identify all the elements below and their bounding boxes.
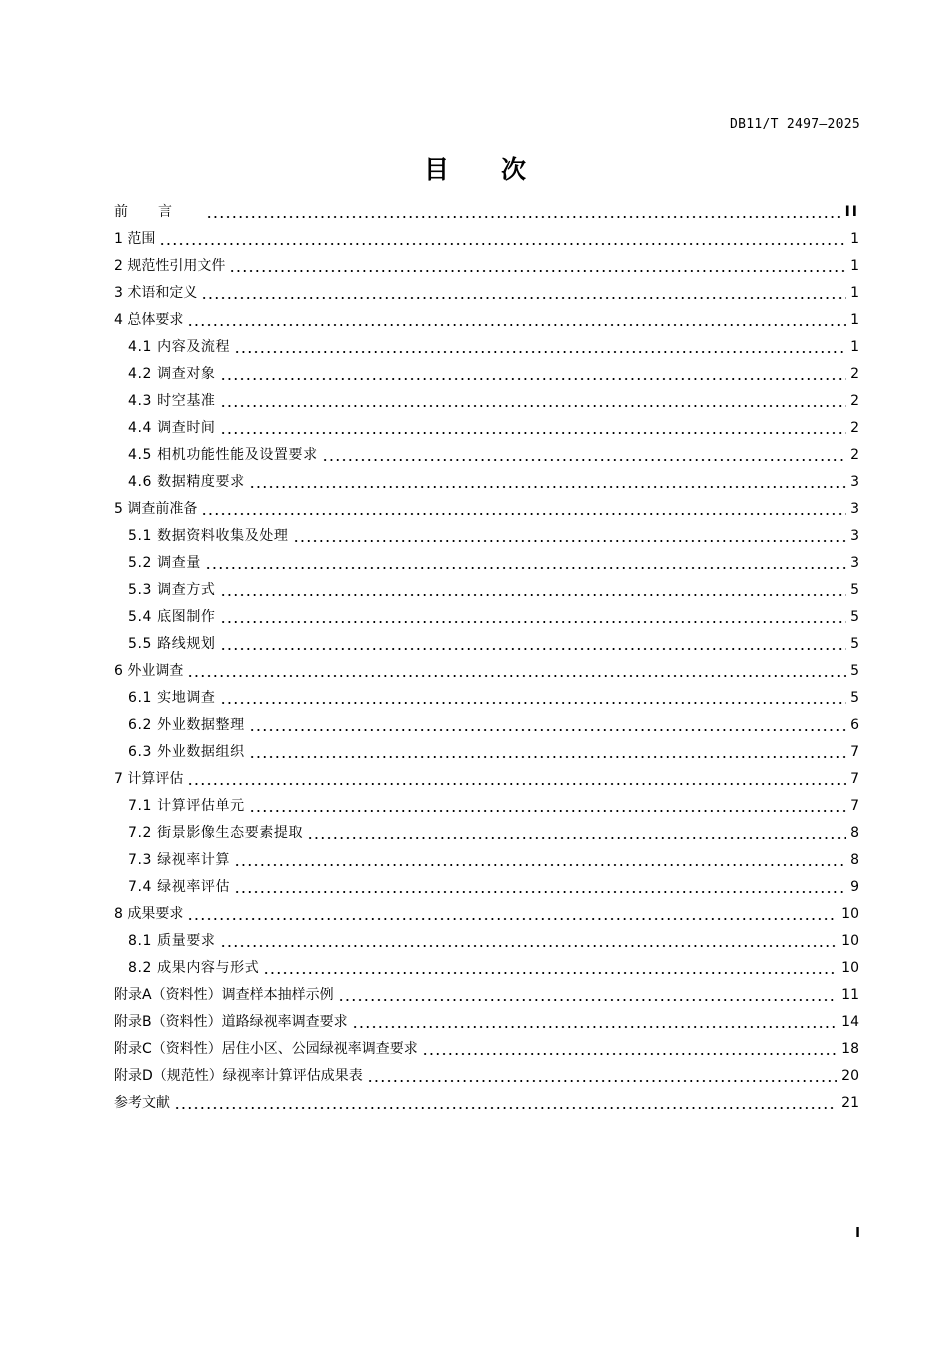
toc-entry[interactable] <box>114 550 859 577</box>
toc-entry-label: 5.1 数据资料收集及处理 <box>128 528 289 544</box>
toc-leader-dots <box>201 297 846 299</box>
toc-entry[interactable] <box>114 982 859 1009</box>
toc-leader-dots <box>234 864 846 866</box>
toc-entry[interactable] <box>114 766 859 793</box>
toc-entry-page: 5 <box>850 663 859 679</box>
toc-entry-label: 附录B（资料性）道路绿视率调查要求 <box>114 1014 348 1030</box>
toc-entry-label: 4.5 相机功能性能及设置要求 <box>128 447 318 463</box>
toc-entry-page: 9 <box>850 879 859 895</box>
toc-entry-label: 7.2 街景影像生态要素提取 <box>128 825 304 841</box>
toc-entry-label: 7.3 绿视率计算 <box>128 852 231 868</box>
toc-entry-page: 18 <box>841 1041 859 1057</box>
toc-leader-dots <box>220 405 847 407</box>
toc-entry-page: 1 <box>850 285 859 301</box>
toc-entry[interactable] <box>114 469 859 496</box>
toc-entry-label: 4.2 调查对象 <box>128 366 216 382</box>
toc-entry-label: 8.2 成果内容与形式 <box>128 960 260 976</box>
toc-leader-dots <box>159 243 846 245</box>
toc-entry-page: 5 <box>850 609 859 625</box>
toc-entry[interactable] <box>114 712 859 739</box>
toc-leader-dots <box>220 945 838 947</box>
toc-entry[interactable] <box>114 658 859 685</box>
toc-leader-dots <box>249 756 846 758</box>
toc-leader-dots <box>338 999 838 1001</box>
toc-entry-label: 1 范围 <box>114 231 156 247</box>
toc-entry-page: 10 <box>841 960 859 976</box>
toc-entry-page: 7 <box>850 744 859 760</box>
toc-entry[interactable] <box>114 604 859 631</box>
toc-leader-dots <box>322 459 846 461</box>
table-of-contents <box>114 199 859 1117</box>
toc-entry-page: 5 <box>850 582 859 598</box>
toc-entry-page: 8 <box>850 825 859 841</box>
toc-entry-page: 8 <box>850 852 859 868</box>
toc-entry-page: 2 <box>850 420 859 436</box>
toc-entry-label: 前言 <box>114 204 202 220</box>
toc-leader-dots <box>352 1026 838 1028</box>
toc-entry-label: 6.1 实地调查 <box>128 690 216 706</box>
toc-entry[interactable] <box>114 334 859 361</box>
toc-entry-label: 6.2 外业数据整理 <box>128 717 245 733</box>
toc-leader-dots <box>249 729 846 731</box>
toc-leader-dots <box>206 216 841 218</box>
toc-entry[interactable] <box>114 415 859 442</box>
toc-entry-page: 1 <box>850 231 859 247</box>
toc-entry[interactable] <box>114 1036 859 1063</box>
toc-leader-dots <box>187 783 846 785</box>
toc-entry-page: 10 <box>841 906 859 922</box>
toc-entry-label: 4.3 时空基准 <box>128 393 216 409</box>
document-code: DB11/T 2497—2025 <box>729 117 860 132</box>
page-title <box>0 150 950 186</box>
toc-entry[interactable] <box>114 253 859 280</box>
toc-entry-label: 5.4 底图制作 <box>128 609 216 625</box>
toc-entry[interactable] <box>114 739 859 766</box>
toc-leader-dots <box>220 432 847 434</box>
toc-entry-page: 1 <box>850 339 859 355</box>
toc-entry[interactable] <box>114 496 859 523</box>
toc-leader-dots <box>249 810 846 812</box>
toc-entry-label: 4.6 数据精度要求 <box>128 474 245 490</box>
toc-entry[interactable] <box>114 820 859 847</box>
page-number: I <box>855 1226 860 1241</box>
toc-entry-page: 14 <box>841 1014 859 1030</box>
toc-entry-label: 5.5 路线规划 <box>128 636 216 652</box>
toc-entry-page: 6 <box>850 717 859 733</box>
toc-entry-label: 5.2 调查量 <box>128 555 201 571</box>
toc-entry-label: 附录D（规范性）绿视率计算评估成果表 <box>114 1068 363 1084</box>
toc-entry-page: 3 <box>850 528 859 544</box>
toc-leader-dots <box>187 324 846 326</box>
toc-entry[interactable] <box>114 199 859 226</box>
toc-entry-page: 3 <box>850 474 859 490</box>
toc-leader-dots <box>220 648 847 650</box>
toc-leader-dots <box>307 837 846 839</box>
toc-entry-label: 6 外业调查 <box>114 663 184 679</box>
toc-entry[interactable] <box>114 847 859 874</box>
toc-entry[interactable] <box>114 577 859 604</box>
toc-entry-page: 1 <box>850 258 859 274</box>
toc-entry-label: 8 成果要求 <box>114 906 184 922</box>
toc-leader-dots <box>174 1107 837 1109</box>
toc-leader-dots <box>205 567 846 569</box>
toc-entry-page: 20 <box>841 1068 859 1084</box>
toc-leader-dots <box>422 1053 837 1055</box>
toc-leader-dots <box>220 621 847 623</box>
toc-entry[interactable] <box>114 1090 859 1117</box>
toc-entry[interactable] <box>114 928 859 955</box>
toc-entry-label: 7 计算评估 <box>114 771 184 787</box>
toc-entry-label: 附录A（资料性）调查样本抽样示例 <box>114 987 334 1003</box>
toc-entry-page: 1 <box>850 312 859 328</box>
toc-entry-page: 2 <box>850 393 859 409</box>
toc-leader-dots <box>249 486 846 488</box>
toc-entry-label: 5 调查前准备 <box>114 501 198 517</box>
toc-entry[interactable] <box>114 793 859 820</box>
toc-entry-page: 11 <box>841 987 859 1003</box>
toc-entry[interactable] <box>114 388 859 415</box>
toc-entry-label: 6.3 外业数据组织 <box>128 744 245 760</box>
toc-leader-dots <box>220 702 847 704</box>
toc-entry[interactable] <box>114 442 859 469</box>
toc-entry[interactable] <box>114 631 859 658</box>
toc-leader-dots <box>293 540 847 542</box>
toc-entry-page: 21 <box>841 1095 859 1111</box>
toc-entry-label: 4 总体要求 <box>114 312 184 328</box>
toc-entry-page: 3 <box>850 501 859 517</box>
toc-leader-dots <box>234 351 846 353</box>
toc-entry-label: 4.4 调查时间 <box>128 420 216 436</box>
title-char-2: 次 <box>501 155 527 184</box>
toc-entry-page: II <box>844 204 859 220</box>
toc-entry[interactable] <box>114 955 859 982</box>
toc-entry-label: 附录C（资料性）居住小区、公园绿视率调查要求 <box>114 1041 418 1057</box>
toc-leader-dots <box>234 891 846 893</box>
toc-leader-dots <box>263 972 837 974</box>
toc-leader-dots <box>229 270 846 272</box>
toc-leader-dots <box>367 1080 837 1082</box>
toc-leader-dots <box>220 594 847 596</box>
toc-entry-label: 3 术语和定义 <box>114 285 198 301</box>
toc-leader-dots <box>187 918 837 920</box>
toc-entry[interactable] <box>114 1009 859 1036</box>
toc-leader-dots <box>201 513 846 515</box>
toc-entry[interactable] <box>114 1063 859 1090</box>
toc-entry-page: 2 <box>850 447 859 463</box>
title-char-1: 目 <box>423 155 449 184</box>
toc-entry-page: 7 <box>850 798 859 814</box>
toc-entry-page: 2 <box>850 366 859 382</box>
toc-entry-label: 参考文献 <box>114 1095 170 1111</box>
toc-entry[interactable] <box>114 685 859 712</box>
toc-entry-page: 7 <box>850 771 859 787</box>
toc-leader-dots <box>187 675 846 677</box>
toc-entry-label: 5.3 调查方式 <box>128 582 216 598</box>
toc-entry-label: 7.4 绿视率评估 <box>128 879 231 895</box>
toc-entry[interactable] <box>114 901 859 928</box>
toc-leader-dots <box>220 378 847 380</box>
toc-entry[interactable] <box>114 523 859 550</box>
toc-entry[interactable] <box>114 874 859 901</box>
toc-entry-page: 3 <box>850 555 859 571</box>
toc-entry-page: 10 <box>841 933 859 949</box>
toc-entry[interactable] <box>114 226 859 253</box>
toc-entry[interactable] <box>114 307 859 334</box>
toc-entry-page: 5 <box>850 690 859 706</box>
toc-entry-label: 8.1 质量要求 <box>128 933 216 949</box>
toc-entry-label: 4.1 内容及流程 <box>128 339 231 355</box>
toc-entry-label: 7.1 计算评估单元 <box>128 798 245 814</box>
toc-entry[interactable] <box>114 280 859 307</box>
toc-entry-page: 5 <box>850 636 859 652</box>
toc-entry-label: 2 规范性引用文件 <box>114 258 226 274</box>
toc-entry[interactable] <box>114 361 859 388</box>
